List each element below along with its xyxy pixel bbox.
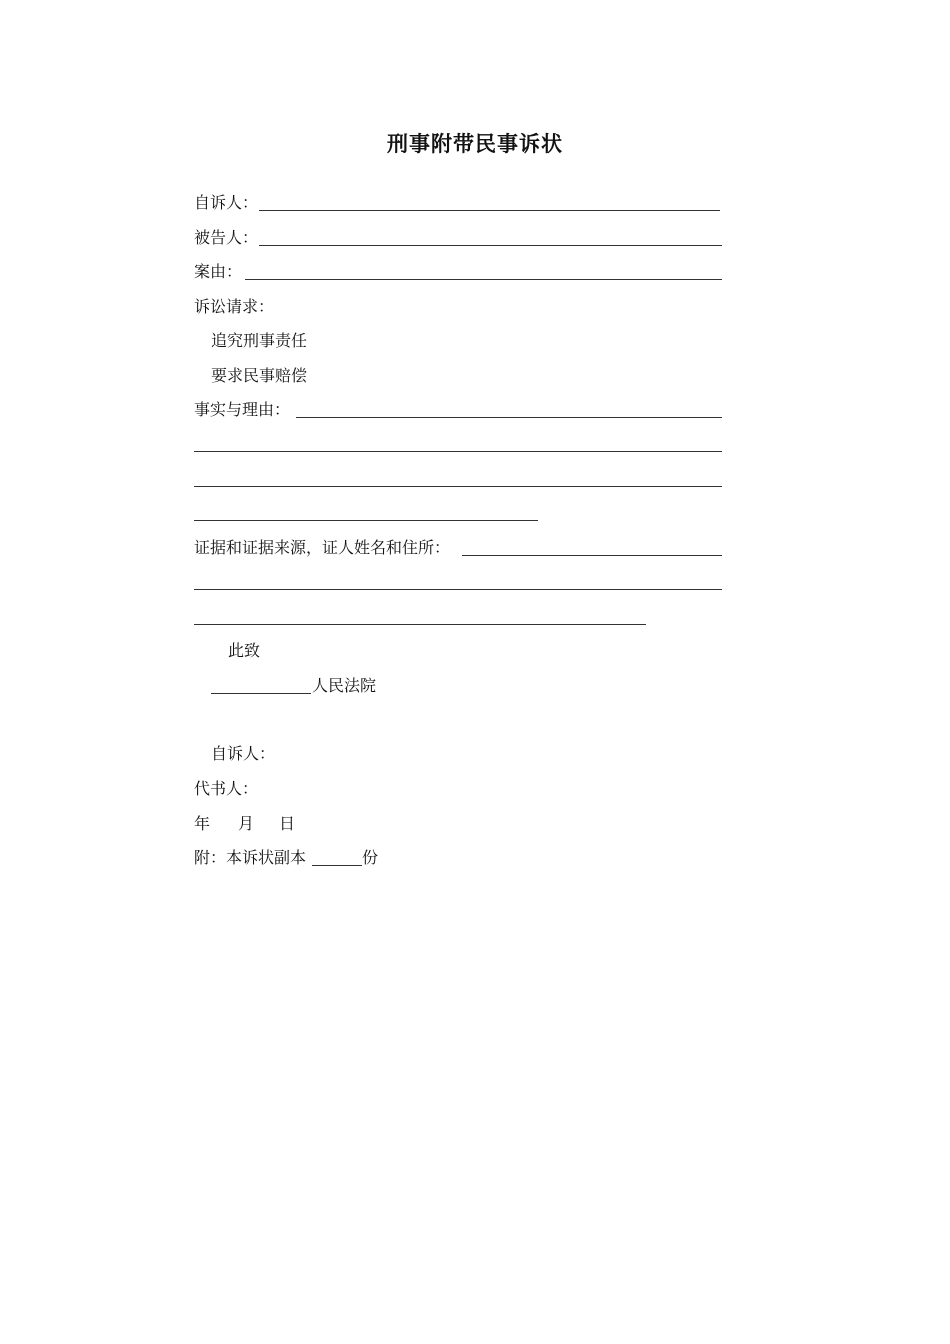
- facts-label: 事实与理由：: [194, 400, 291, 419]
- evidence-field-line-2[interactable]: [194, 589, 722, 590]
- claim-item-criminal: 追究刑事责任: [211, 331, 308, 350]
- date-day: 日: [279, 814, 296, 833]
- court-name-field[interactable]: [211, 693, 311, 694]
- facts-field-line-4[interactable]: [194, 520, 538, 521]
- salutation: 此致: [228, 641, 261, 660]
- page-title: 刑事附带民事诉状: [387, 131, 563, 156]
- facts-field-line-3[interactable]: [194, 486, 722, 487]
- claim-item-civil: 要求民事赔偿: [211, 366, 308, 385]
- date-month: 月: [238, 814, 255, 833]
- facts-field-line-1[interactable]: [296, 417, 722, 418]
- evidence-field-line-1[interactable]: [462, 555, 722, 556]
- facts-field-line-2[interactable]: [194, 451, 722, 452]
- attachment-count-field[interactable]: [312, 865, 362, 866]
- court-suffix: 人民法院: [312, 676, 377, 695]
- defendant-field[interactable]: [259, 245, 722, 246]
- signer-label: 自诉人：: [211, 744, 276, 763]
- attachment-suffix: 份: [362, 848, 379, 867]
- plaintiff-field[interactable]: [259, 210, 720, 211]
- plaintiff-label: 自诉人：: [194, 193, 259, 212]
- date-year: 年: [194, 814, 211, 833]
- evidence-label: 证据和证据来源，证人姓名和住所：: [194, 538, 451, 557]
- evidence-field-line-3[interactable]: [194, 624, 646, 625]
- claims-label: 诉讼请求：: [194, 297, 275, 316]
- cause-field[interactable]: [245, 279, 722, 280]
- cause-label: 案由：: [194, 262, 243, 281]
- attachment-prefix: 附：本诉状副本: [194, 848, 307, 867]
- scribe-label: 代书人：: [194, 779, 259, 798]
- defendant-label: 被告人：: [194, 228, 259, 247]
